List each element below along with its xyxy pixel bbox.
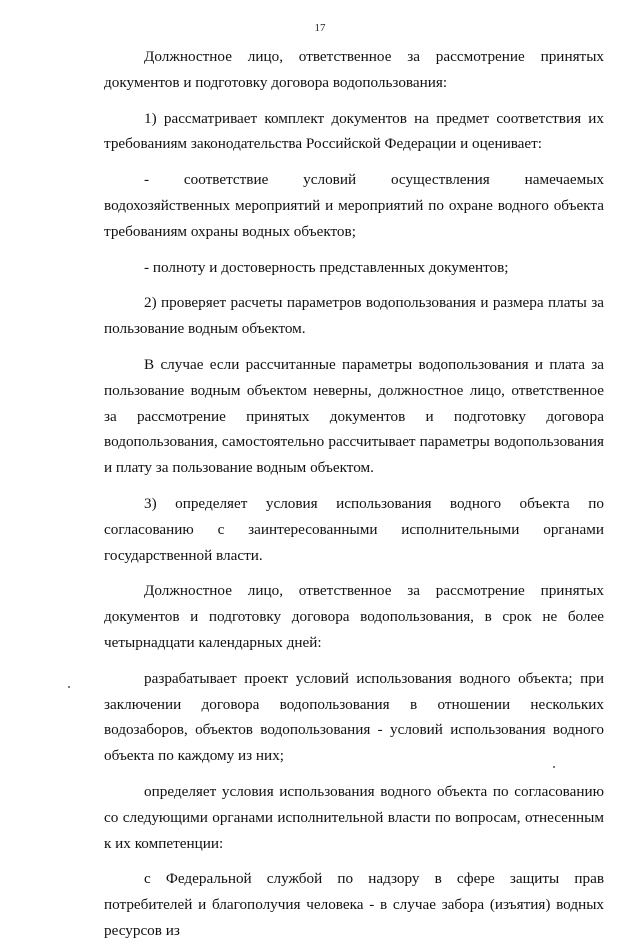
page-number: 17 [314, 22, 326, 34]
paragraph-federal-service: с Федеральной службой по надзору в сфере защиты прав потребителей и благополучия человека - в случае забора (изъятия) водных ресурсов из [104, 870, 604, 939]
paragraph-fourteen-days: Должностное лицо, ответственное за рассмотрение принятых документов и подготовку договора водопользования, в срок не более четырнадцати календарных дней: [104, 582, 604, 651]
paragraph-draft-conditions: разрабатывает проект условий использования водного объекта; при заключении договора водопользования в отношении нескольких водозаборов, объектов водопользования - условий использования водного объекта по каждому из них; [104, 669, 604, 765]
paragraph-item-1: 1) рассматривает комплект документов на предмет соответствия их требованиям законодательства Российской Федерации и оценивает: [104, 109, 604, 153]
scan-speck [68, 686, 70, 688]
document-body [104, 44, 604, 944]
paragraph-responsible-official: Должностное лицо, ответственное за рассмотрение принятых документов и подготовку договора водопользования: [104, 48, 604, 91]
paragraph-compliance-conditions: - соответствие условий осуществления намечаемых водохозяйственных мероприятий и мероприятий по охране водного объекта требованиям охраны водных объектов; [104, 171, 604, 240]
paragraph-agreement-bodies: определяет условия использования водного объекта по согласованию со следующими органами исполнительной власти по вопросам, отнесенным к их компетенции: [104, 782, 604, 852]
scan-speck [553, 766, 555, 768]
paragraph-completeness: - полноту и достоверность представленных документов; [144, 258, 509, 276]
paragraph-item-2: 2) проверяет расчеты параметров водопользования и размера платы за пользование водным объектом. [104, 294, 604, 338]
paragraph-incorrect-calculation: В случае если рассчитанные параметры водопользования и плата за пользование водным объектом неверны, должностное лицо, ответственное за рассмотрение принятых документов и подготовку договора водопользования, самостоятельно рассчитывает параметры водопользования и плату за пользование водным объектом. [104, 355, 604, 477]
paragraph-item-3: 3) определяет условия использования водного объекта по согласованию с заинтересованными исполнительными органами государственной власти. [104, 494, 604, 564]
